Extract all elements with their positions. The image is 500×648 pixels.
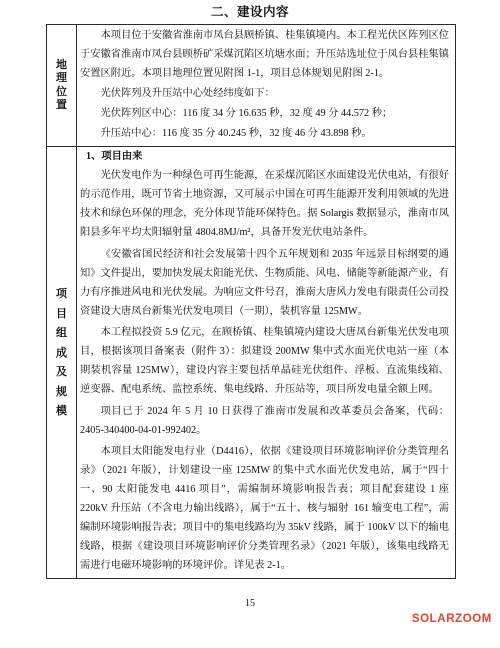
- substation-coordinates: 升压站中心：116 度 35 分 40.245 秒，32 度 46 分 43.898 秒。: [100, 127, 372, 139]
- location-content-cell: [77, 25, 455, 146]
- section-title: 二、建设内容: [210, 5, 289, 19]
- paragraph-eia-classification: 本项目太阳能发电行业（D4416），依据《建设项目环境影响评价分类管理名录》（2021 年版），计划建设一座 125MW 的集中式水面光伏发电站，属于“四十一、90 太阳能发电 4416 项目”，需编制环境影响报告表；项目配套建设 1 座 220kV 升压站（不含电力输出线路），属于“五十、核与辐射 161 输变电工程”，需编制环境影响报告表；项目中的集电线路均为 35kV 线路，属于 100kV 以下的输电线路，根据《建设项目环境影响评价分类管理名录》（2021 年版），该集电线路无需进行电磁环境影响的环境评价。详见表 2-1。: [80, 446, 452, 571]
- construction-content-table: [46, 24, 456, 579]
- paragraph-filing: 项目已于 2024 年 5 月 10 日获得了淮南市发展和改革委员会备案，代码：2405-340400-04-01-992402。: [80, 405, 449, 436]
- location-paragraph: 本项目位于安徽省淮南市凤台县顾桥镇、桂集镇境内。本工程光伏区阵列区位于安徽省淮南市凤台县顾桥矿采煤沉陷区坑塘水面；升压站选址位于凤台县桂集镇安置区附近。本项目地理位置见附图 1-1，项目总体规划见附图 2-1。: [80, 29, 450, 79]
- subsection-heading: 1、项目由来: [86, 151, 143, 162]
- page-number: 15: [245, 598, 255, 609]
- row-label-location: 地理位置: [56, 58, 67, 111]
- pv-array-coordinates: 光伏阵列区中心：116 度 34 分 16.635 秒，32 度 49 分 44.572 秒；: [100, 107, 393, 119]
- row-label-cell-composition: [47, 147, 76, 578]
- paragraph-policy: 《安徽省国民经济和社会发展第十四个五年规划和 2035 年远景目标纲要的通知》文件提出，要加快发展太阳能光伏、生物质能、风电、储能等新能源产业，有力有序推进风电和光伏发展。为响应文件号召，淮南大唐风力发电有限责任公司投资建设大唐凤台新集光伏发电项目（一期），装机容量 125MW。: [80, 248, 450, 317]
- paragraph-investment: 本工程拟投资 5.9 亿元，在顾桥镇、桂集镇境内建设大唐凤台新集光伏发电项目，根据该项目备案表（附件 3）：拟建设 200MW 集中式水面光伏电站一座（本期装机容量 125MW），建设内容主要包括单晶硅光伏组件、浮板、直流集线箱、逆变器、配电系统、监控系统、集电线路、升压站等，项目所发电量全额上网。: [80, 327, 449, 395]
- coordinates-intro: 光伏阵列及升压站中心处经纬度如下：: [100, 87, 275, 99]
- row-label-composition: 项目组成及规模: [56, 288, 67, 418]
- paragraph-pv-background: 光伏发电作为一种绿色可再生能源，在采煤沉陷区水面建设光伏电站，有很好的示范作用，既可节省土地资源，又可展示中国在可再生能源开发利用领域的先进技术和绿色环保的理念，充分体现节能环保特色。据 Solargis 数据显示，淮南市凤阳县多年平均太阳辐射量 4804.8MJ/m²，具备开发光伏电站条件。: [80, 170, 450, 238]
- composition-content-cell: [77, 147, 455, 578]
- watermark-logo: SOLARZOOM: [411, 613, 492, 625]
- row-label-cell-location: [47, 25, 76, 146]
